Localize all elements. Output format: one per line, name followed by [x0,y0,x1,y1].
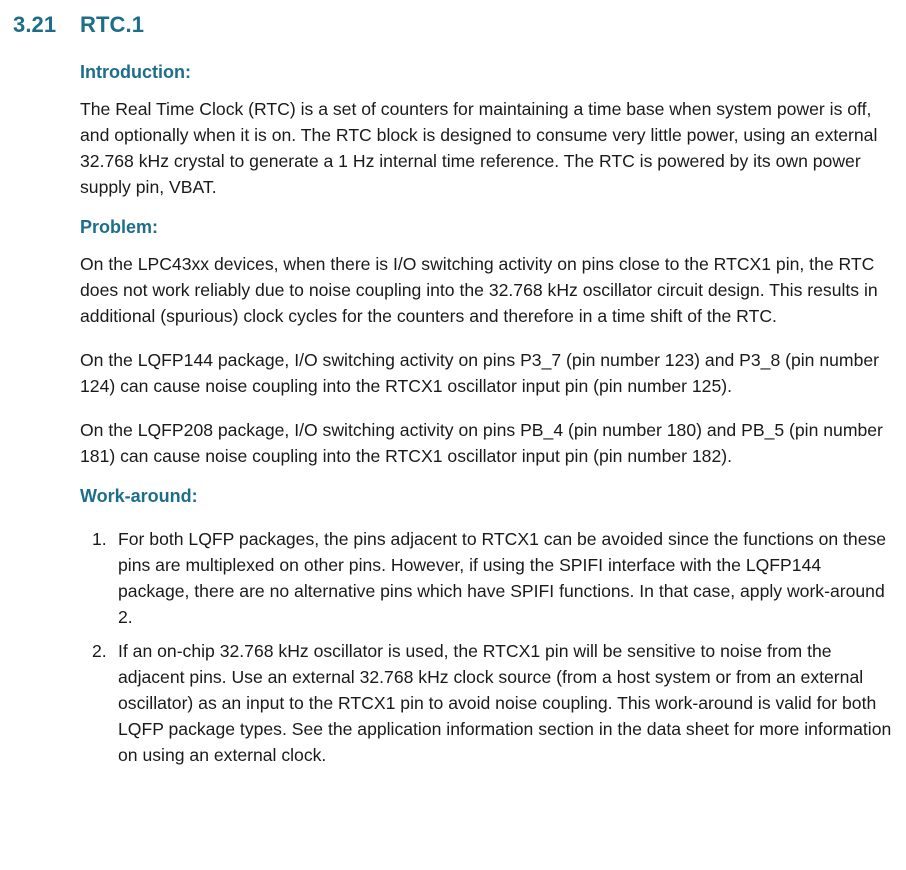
workaround-heading: Work-around: [80,486,198,506]
document-body [80,60,895,768]
workaround-item-text: If an on-chip 32.768 kHz oscillator is used, the RTCX1 pin will be sensitive to noise from the adjacent pins. Use an external 32.768 kHz clock source (from a host system or from an external oscillator) as an input to the RTCX1 pin to avoid noise coupling. This work-around is valid for both LQFP package types. See the application information section in the data sheet for more information on using an external clock. [118,641,892,765]
workaround-item-2 [80,638,895,768]
section-number: 3.21 [13,12,57,37]
problem-paragraph-3: On the LQFP208 package, I/O switching activity on pins PB_4 (pin number 180) and PB_5 (pin number 181) can cause noise coupling into the RTCX1 oscillator input pin (pin number 182). [80,420,883,466]
introduction-paragraph: The Real Time Clock (RTC) is a set of counters for maintaining a time base when system power is off, and optionally when it is on. The RTC block is designed to consume very little power, using an external 32.768 kHz crystal to generate a 1 Hz internal time reference. The RTC is powered by its own power supply pin, VBAT. [80,99,878,197]
workaround-item-1 [80,526,895,630]
section-title: RTC.1 [80,12,145,37]
section-header [13,12,144,38]
workaround-item-text: For both LQFP packages, the pins adjacent to RTCX1 can be avoided since the functions on these pins are multiplexed on other pins. However, if using the SPIFI interface with the LQFP144 package, there are no alternative pins which have SPIFI functions. In that case, apply work-around 2. [118,529,887,627]
problem-paragraph-1: On the LPC43xx devices, when there is I/O switching activity on pins close to the RTCX1 pin, the RTC does not work reliably due to noise coupling into the 32.768 kHz oscillator circuit design. This results in additional (spurious) clock cycles for the counters and therefore in a time shift of the RTC. [80,254,878,326]
problem-heading: Problem: [80,217,159,237]
list-marker: 2. [92,641,107,661]
workaround-list [80,526,895,768]
introduction-heading: Introduction: [80,62,191,82]
list-marker: 1. [92,529,107,549]
problem-paragraph-2: On the LQFP144 package, I/O switching activity on pins P3_7 (pin number 123) and P3_8 (pin number 124) can cause noise coupling into the RTCX1 oscillator input pin (pin number 125). [80,350,880,396]
